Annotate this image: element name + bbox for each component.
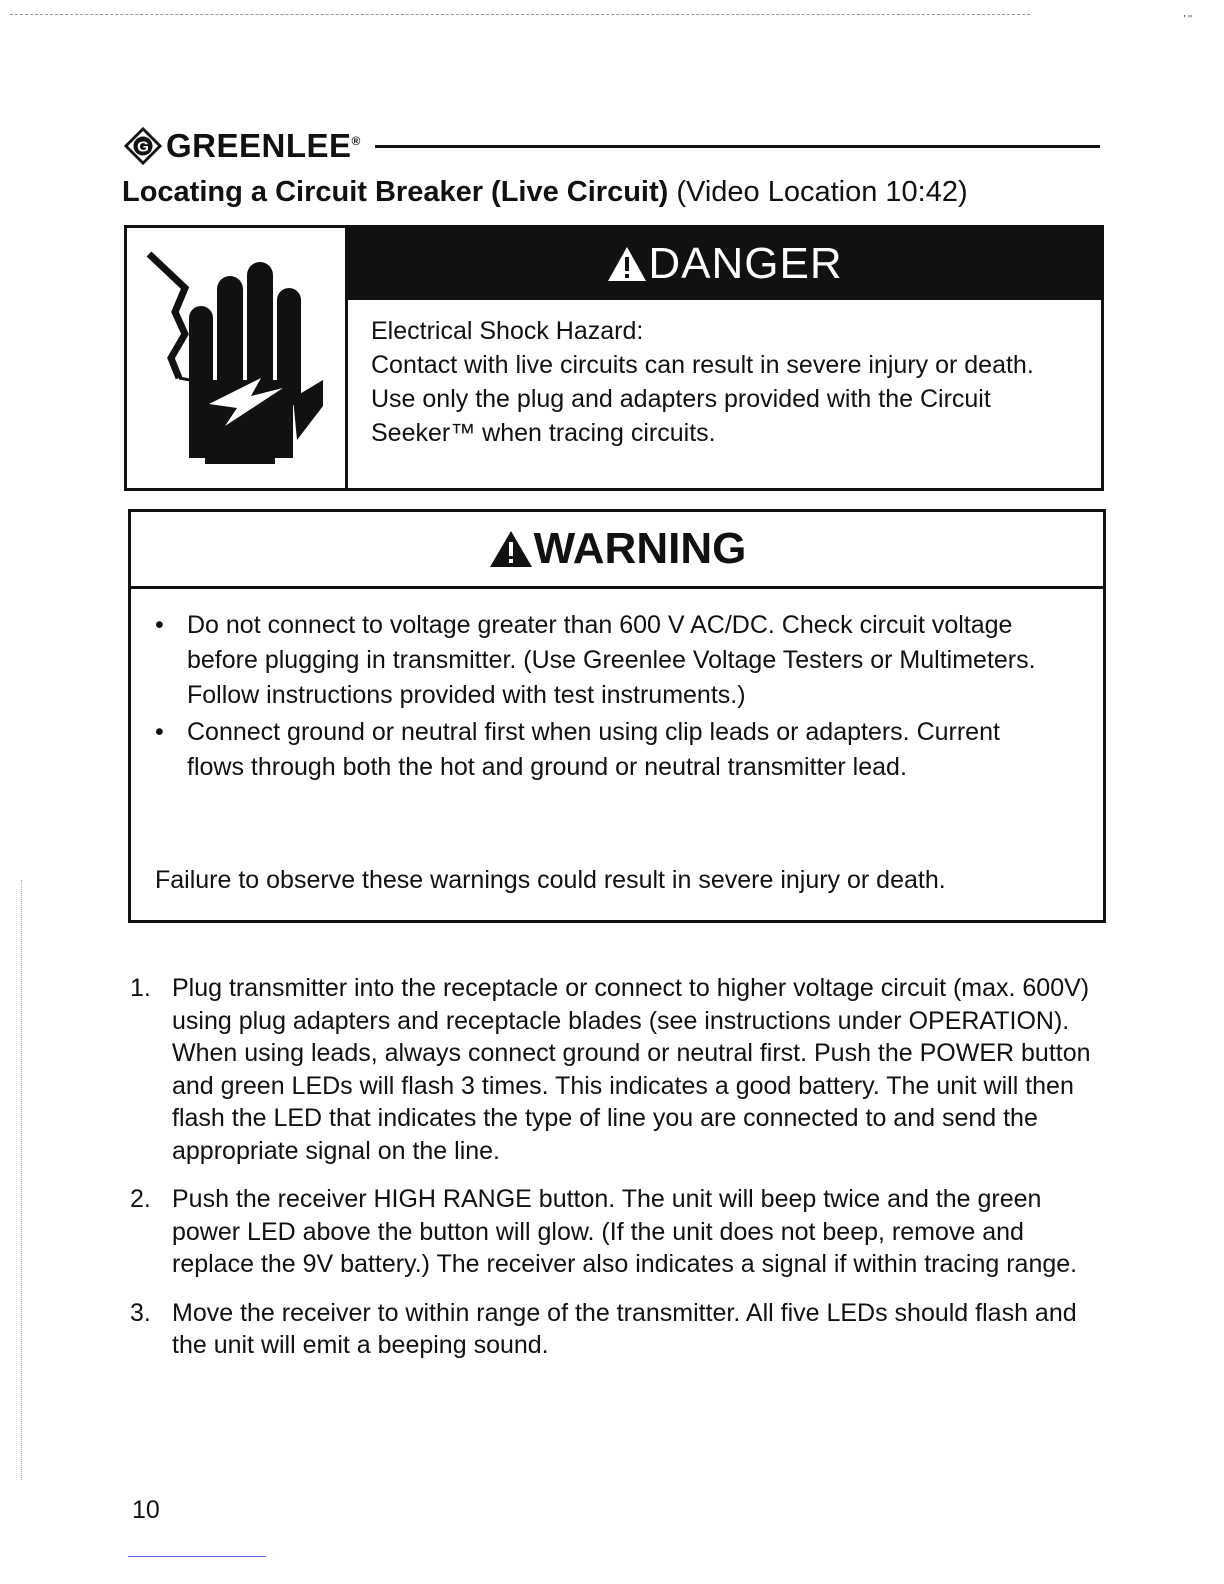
danger-text <box>371 314 1061 450</box>
section-title-bold: Locating a Circuit Breaker (Live Circuit) <box>122 176 669 208</box>
list-item <box>130 1183 1106 1281</box>
scan-artifact-line <box>10 14 1030 15</box>
brand-header <box>124 126 1100 166</box>
step-text: Plug transmitter into the receptacle or connect to higher voltage circuit (max. 600V) using plug adapters and receptacle blades (see instructions under OPERATION). When using leads, always connect ground or neutral first. Push the POWER button and green LEDs will flash 3 times. This indicates a good battery. The unit will then flash the LED that indicates the type of line you are connected to and send the appropriate signal on the line. <box>172 974 1091 1165</box>
page-number: 10 <box>132 1496 160 1524</box>
bottom-rule <box>128 1556 266 1557</box>
warning-bullet-list <box>155 608 1063 787</box>
svg-text:G: G <box>137 138 149 156</box>
procedure-steps <box>130 972 1106 1378</box>
danger-description: Contact with live circuits can result in severe injury or death. Use only the plug and adapters provided with the Circuit Seeker™ when tracing circuits. <box>371 351 1034 447</box>
warning-title: WARNING <box>533 524 747 573</box>
warning-header <box>131 512 1103 589</box>
step-number: 1. <box>130 974 151 1002</box>
danger-box <box>124 225 1104 491</box>
warning-box <box>128 509 1106 923</box>
section-title-video-location: (Video Location 10:42) <box>668 176 968 208</box>
shock-hand-icon <box>127 228 345 488</box>
step-number: 3. <box>130 1298 151 1327</box>
list-item <box>130 1297 1106 1362</box>
warning-alert-icon <box>488 529 534 569</box>
list-item <box>130 972 1106 1167</box>
danger-title: DANGER <box>648 239 843 288</box>
warning-bullet: • Do not connect to voltage greater than 600 V AC/DC. Check circuit voltage before plugging in transmitter. (Use Greenlee Voltage Testers or Multimeters. Follow instructions provided with test instruments.) <box>155 608 1063 713</box>
header-rule <box>375 145 1100 148</box>
scan-margin-dots <box>21 880 22 1480</box>
step-text: Move the receiver to within range of the transmitter. All five LEDs should flash and the unit will emit a beeping sound. <box>172 1298 1077 1359</box>
danger-header <box>348 228 1101 300</box>
greenlee-logo-icon <box>124 127 162 165</box>
scan-artifact-mark: ' '' <box>1183 14 1192 25</box>
step-text: Push the receiver HIGH RANGE button. The unit will beep twice and the green power LED above the button will glow. (If the unit does not beep, remove and replace the 9V battery.) The receiver also indicates a signal if within tracing range. <box>172 1185 1078 1278</box>
danger-alert-icon <box>606 245 648 283</box>
warning-footer: Failure to observe these warnings could result in severe injury or death. <box>155 866 946 894</box>
danger-hazard-line: Electrical Shock Hazard: <box>371 317 644 345</box>
step-number: 2. <box>130 1185 151 1213</box>
brand-name: GREENLEE® <box>166 127 361 164</box>
section-title <box>122 176 968 209</box>
warning-bullet: • Connect ground or neutral first when using clip leads or adapters. Current flows through both the hot and ground or neutral transmitter lead. <box>155 715 1063 785</box>
